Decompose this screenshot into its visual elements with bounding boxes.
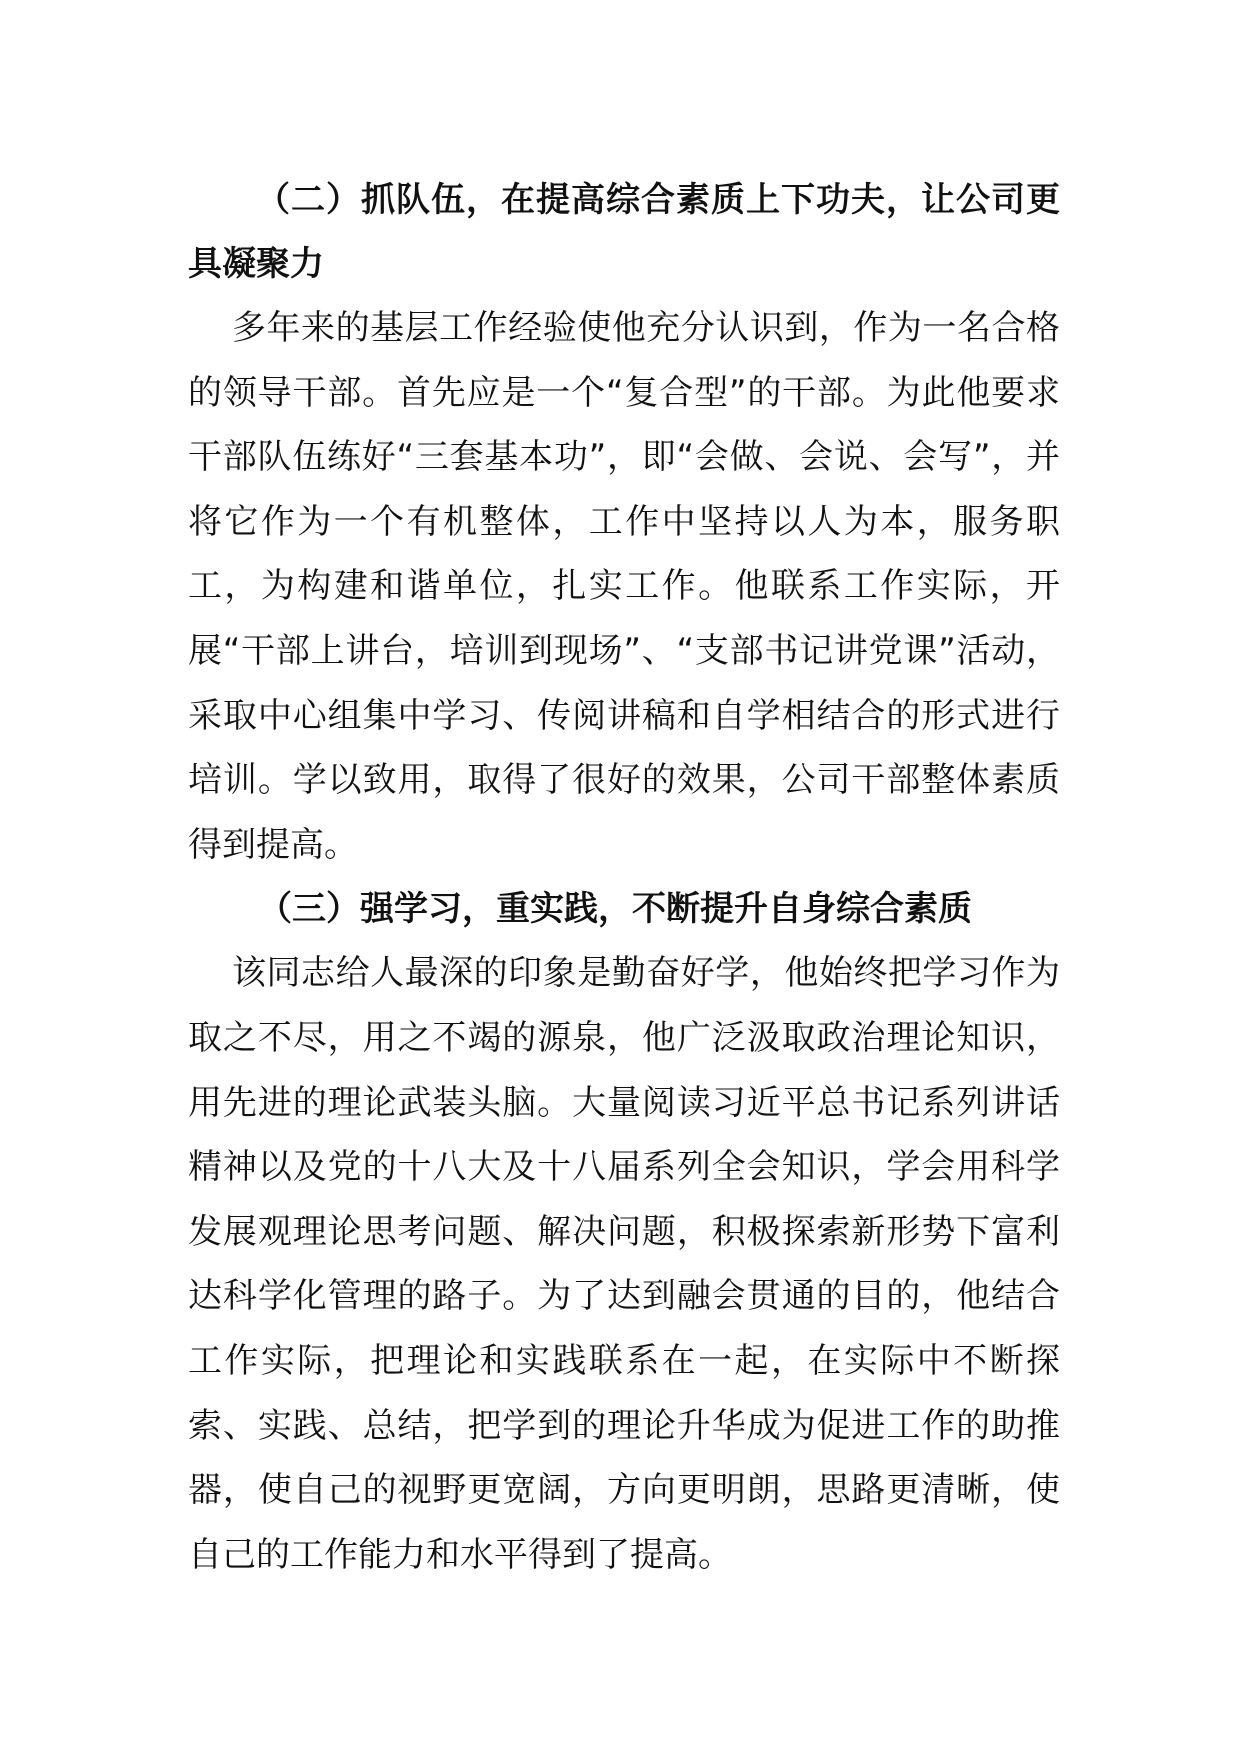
section-3-paragraph: 该同志给人最深的印象是勤奋好学，他始终把学习作为取之不尽，用之不竭的源泉，他广泛汲取政治理论知识，用先进的理论武装头脑。大量阅读习近平总书记系列讲话精神以及党的十八大及十八届系列全会知识，学会用科学发展观理论思考问题、解决问题，积极探索新形势下富利达科学化管理的路子。为了达到融会贯通的目的，他结合工作实际，把理论和实践联系在一起，在实际中不断探索、实践、总结，把学到的理论升华成为促进工作的助推器，使自己的视野更宽阔，方向更明朗，思路更清晰，使自己的工作能力和水平得到了提高。: [188, 953, 1060, 1575]
document-page: [188, 168, 1060, 1587]
section-3-heading: （三）强学习，重实践，不断提升自身综合素质: [258, 889, 972, 930]
section-2-heading: （二）抓队伍，在提高综合素质上下功夫，让公司更具凝聚力: [188, 180, 1060, 284]
section-2-paragraph: 多年来的基层工作经验使他充分认识到，作为一名合格的领导干部。首先应是一个“复合型”的干部。为此他要求干部队伍练好“三套基本功”，即“会做、会说、会写”，并将它作为一个有机整体，工作中坚持以人为本，服务职工，为构建和谐单位，扎实工作。他联系工作实际，开展“干部上讲台，培训到现场”、“支部书记讲党课”活动，采取中心组集中学习、传阅讲稿和自学相结合的形式进行培训。学以致用，取得了很好的效果，公司干部整体素质得到提高。: [188, 308, 1060, 865]
